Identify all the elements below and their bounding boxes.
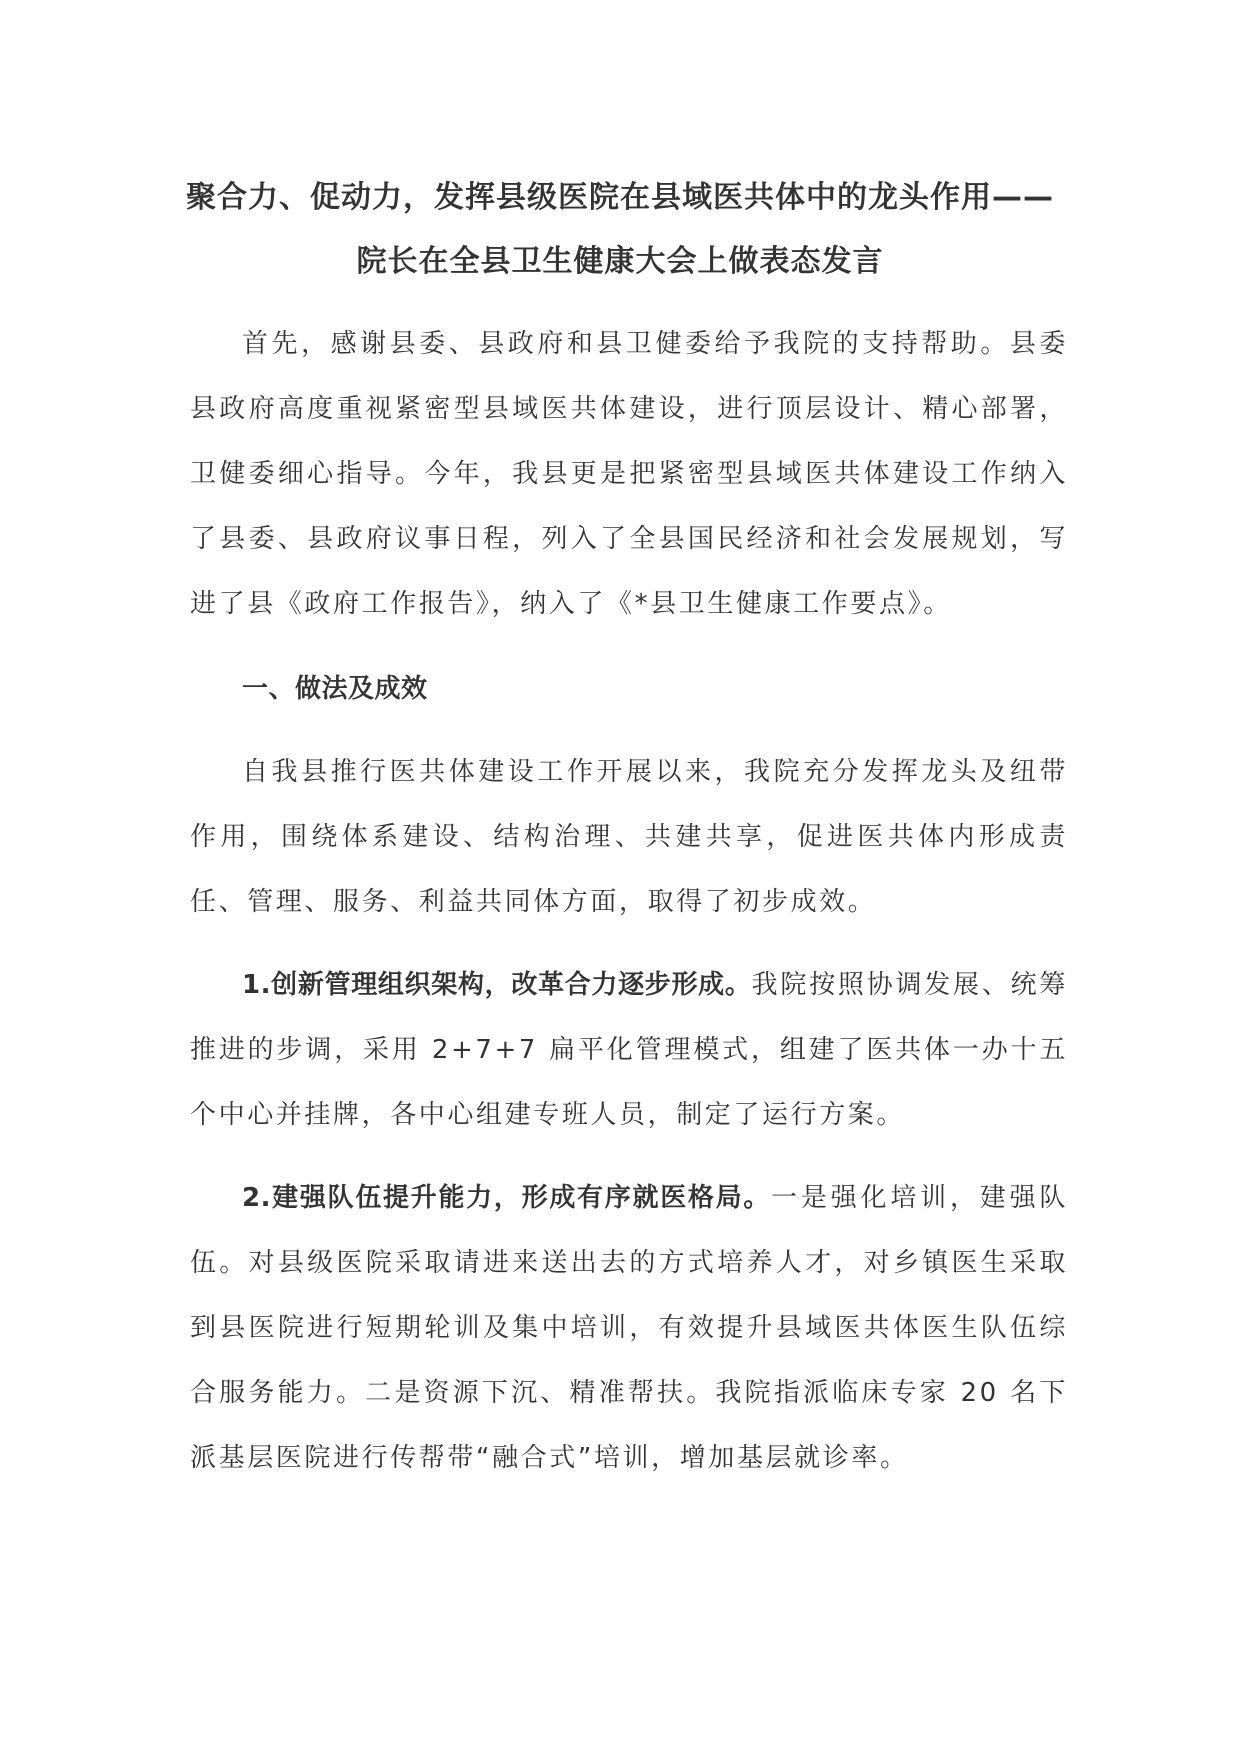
- document-body: [190, 312, 1068, 1491]
- item-2-lead: 2.建强队伍提升能力，形成有序就医格局。: [242, 1183, 772, 1213]
- item-1-text: 我院按照协调发展、统筹推进的步调，采用 2+7+7 扁平化管理模式，组建了医共体一办十五个中心并挂牌，各中心组建专班人员，制定了运行方案。: [190, 970, 1069, 1130]
- item-2-paragraph: [190, 1166, 1068, 1491]
- document-title: 聚合力、促动力，发挥县级医院在县域医共体中的龙头作用——院长在全县卫生健康大会上做表态发言: [186, 180, 1054, 279]
- item-1-lead: 1.创新管理组织架构，改革合力逐步形成。: [242, 970, 752, 1000]
- item-1-paragraph: [190, 953, 1068, 1148]
- item-2-text: 一是强化培训，建强队伍。对县级医院采取请进来送出去的方式培养人才，对乡镇医生采取到县医院进行短期轮训及集中培训，有效提升县域医共体医生队伍综合服务能力。二是资源下沉、精准帮扶。我院指派临床专家 20 名下派基层医院进行传帮带“融合式”培训，增加基层就诊率。: [190, 1183, 1068, 1473]
- section-paragraph: 自我县推行医共体建设工作开展以来，我院充分发挥龙头及纽带作用，围绕体系建设、结构治理、共建共享，促进医共体内形成责任、管理、服务、利益共同体方面，取得了初步成效。: [190, 757, 1068, 917]
- intro-paragraph: 首先，感谢县委、县政府和县卫健委给予我院的支持帮助。县委县政府高度重视紧密型县域医共体建设，进行顶层设计、精心部署，卫健委细心指导。今年，我县更是把紧密型县域医共体建设工作纳入了县委、县政府议事日程，列入了全县国民经济和社会发展规划，写进了县《政府工作报告》，纳入了《*县卫生健康工作要点》。: [190, 329, 1068, 619]
- section-heading: 一、做法及成效: [242, 674, 428, 704]
